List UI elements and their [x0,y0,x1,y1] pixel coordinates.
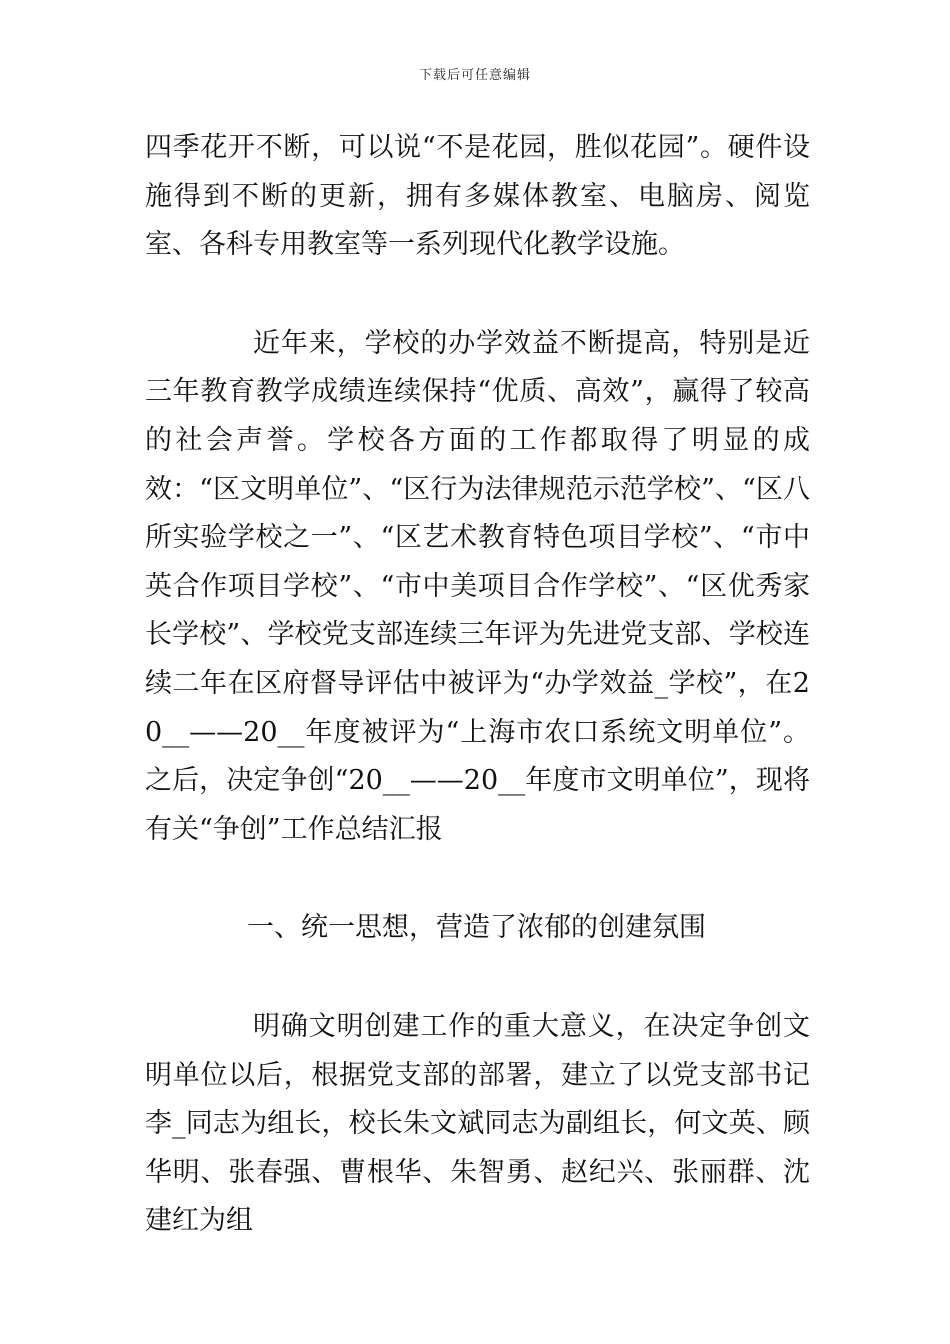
section-heading: 一、统一思想，营造了浓郁的创建氛围 [247,912,706,944]
document-body [145,124,810,1246]
page-header-note: 下载后可任意编辑 [418,68,531,83]
paragraph-organization: 明确文明创建工作的重大意义，在决定争创文明单位以后，根据党支部的部署，建立了以党支部书记李_同志为组长，校长朱文斌同志为副组长，何文英、顾华明、张春强、曹根华、朱智勇、赵纪兴、张丽群、沈建红为组 [145,1010,810,1237]
paragraph-achievements: 近年来，学校的办学效益不断提高，特别是近三年教育教学成绩连续保持“优质、高效”，赢得了较高的社会声誉。学校各方面的工作都取得了明显的成效：“区文明单位”、“区行为法律规范示范学校”、“区八所实验学校之一”、“区艺术教育特色项目学校”、“市中英合作项目学校”、“市中美项目合作学校”、“区优秀家长学校”、学校党支部连续三年评为先进党支部、学校连续二年在区府督导评估中被评为“办学效益_学校”，在20__——20__年度被评为“上海市农口系统文明单位”。之后，决定争创“20__——20__年度市文明单位”，现将有关“争创”工作总结汇报 [145,327,810,845]
paragraph-continuation: 四季花开不断，可以说“不是花园，胜似花园”。硬件设施得到不断的更新，拥有多媒体教室、电脑房、阅览室、各科专用教室等一系列现代化教学设施。 [145,132,810,261]
